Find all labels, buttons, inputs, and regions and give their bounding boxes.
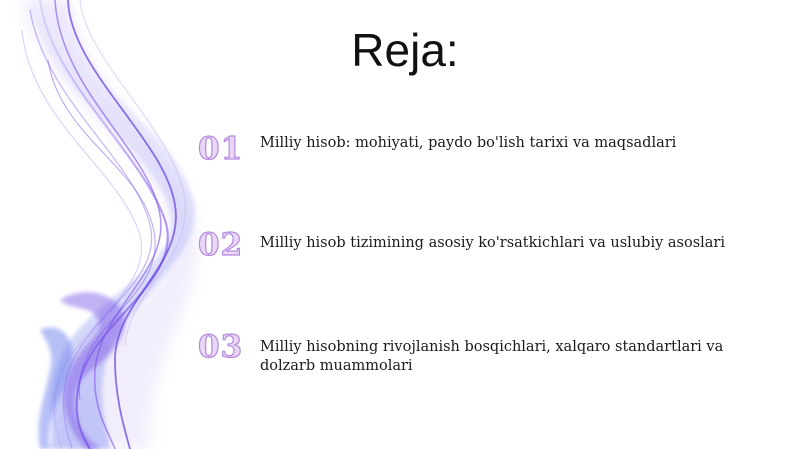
agenda-item-text: Milliy hisobning rivojlanish bosqichlari, xalqaro standartlari va dolzarb muammolari <box>260 339 724 374</box>
agenda-item-number: 03 <box>198 329 244 365</box>
agenda-item <box>198 330 758 390</box>
agenda-item-text: Milliy hisob: mohiyati, paydo bo'lish tarixi va maqsadlari <box>260 135 677 151</box>
agenda-item <box>198 132 758 192</box>
agenda-item <box>198 228 758 288</box>
slide-title: Reja: <box>351 24 459 76</box>
agenda-item-number: 01 <box>198 131 244 167</box>
agenda-item-text: Milliy hisob tizimining asosiy ko'rsatkichlari va uslubiy asoslari <box>260 235 725 251</box>
decorative-ribbon-graphic <box>0 0 220 449</box>
agenda-item-number: 02 <box>198 227 244 263</box>
